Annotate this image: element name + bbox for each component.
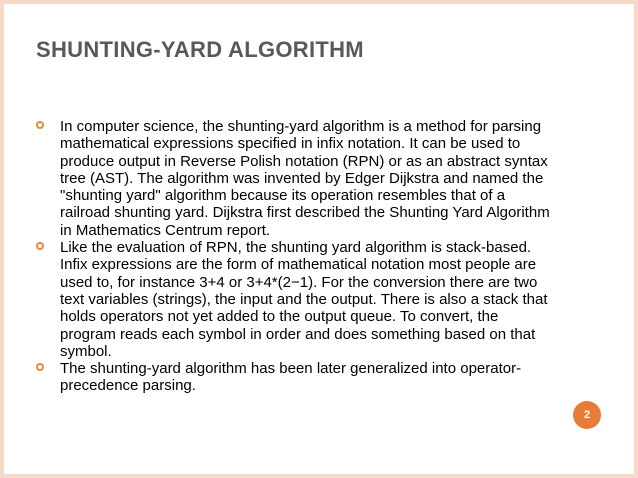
bullet-ring-icon: [36, 121, 44, 129]
bullet-item-3: [36, 360, 556, 395]
slide-border-right: [634, 0, 638, 478]
slide-border-left: [0, 0, 4, 478]
bullet-item-1: [36, 118, 556, 239]
slide-border-bottom: [0, 474, 638, 478]
slide-title: SHUNTING-YARD ALGORITHM: [36, 37, 364, 62]
slide-border-top: [0, 0, 638, 4]
bullet-item-2: [36, 239, 556, 360]
page-number-badge: 2: [573, 401, 601, 429]
slide-content: [36, 118, 556, 395]
bullet-text: The shunting-yard algorithm has been later generalized into operator-precedence parsing.: [60, 360, 522, 395]
bullet-text: In computer science, the shunting-yard algorithm is a method for parsing mathematical expressions specified in infix notation. It can be used to produce output in Reverse Polish notation (RPN) or as an abstract syntax tree (AST). The algorithm was invented by Edger Dijkstra and named the "shunting yard" algorithm because its operation resembles that of a railroad shunting yard. Dijkstra first described the Shunting Yard Algorithm in Mathematics Centrum report.: [60, 118, 550, 239]
bullet-ring-icon: [36, 363, 44, 371]
bullet-text: Like the evaluation of RPN, the shunting yard algorithm is stack-based. Infix expressions are the form of mathematical notation most people are used to, for instance 3+4 or 3+4*(2−1). For the conversion there are two text variables (strings), the input and the output. There is also a stack that holds operators not yet added to the output queue. To convert, the program reads each symbol in order and does something based on that symbol.: [60, 239, 548, 360]
bullet-ring-icon: [36, 242, 44, 250]
